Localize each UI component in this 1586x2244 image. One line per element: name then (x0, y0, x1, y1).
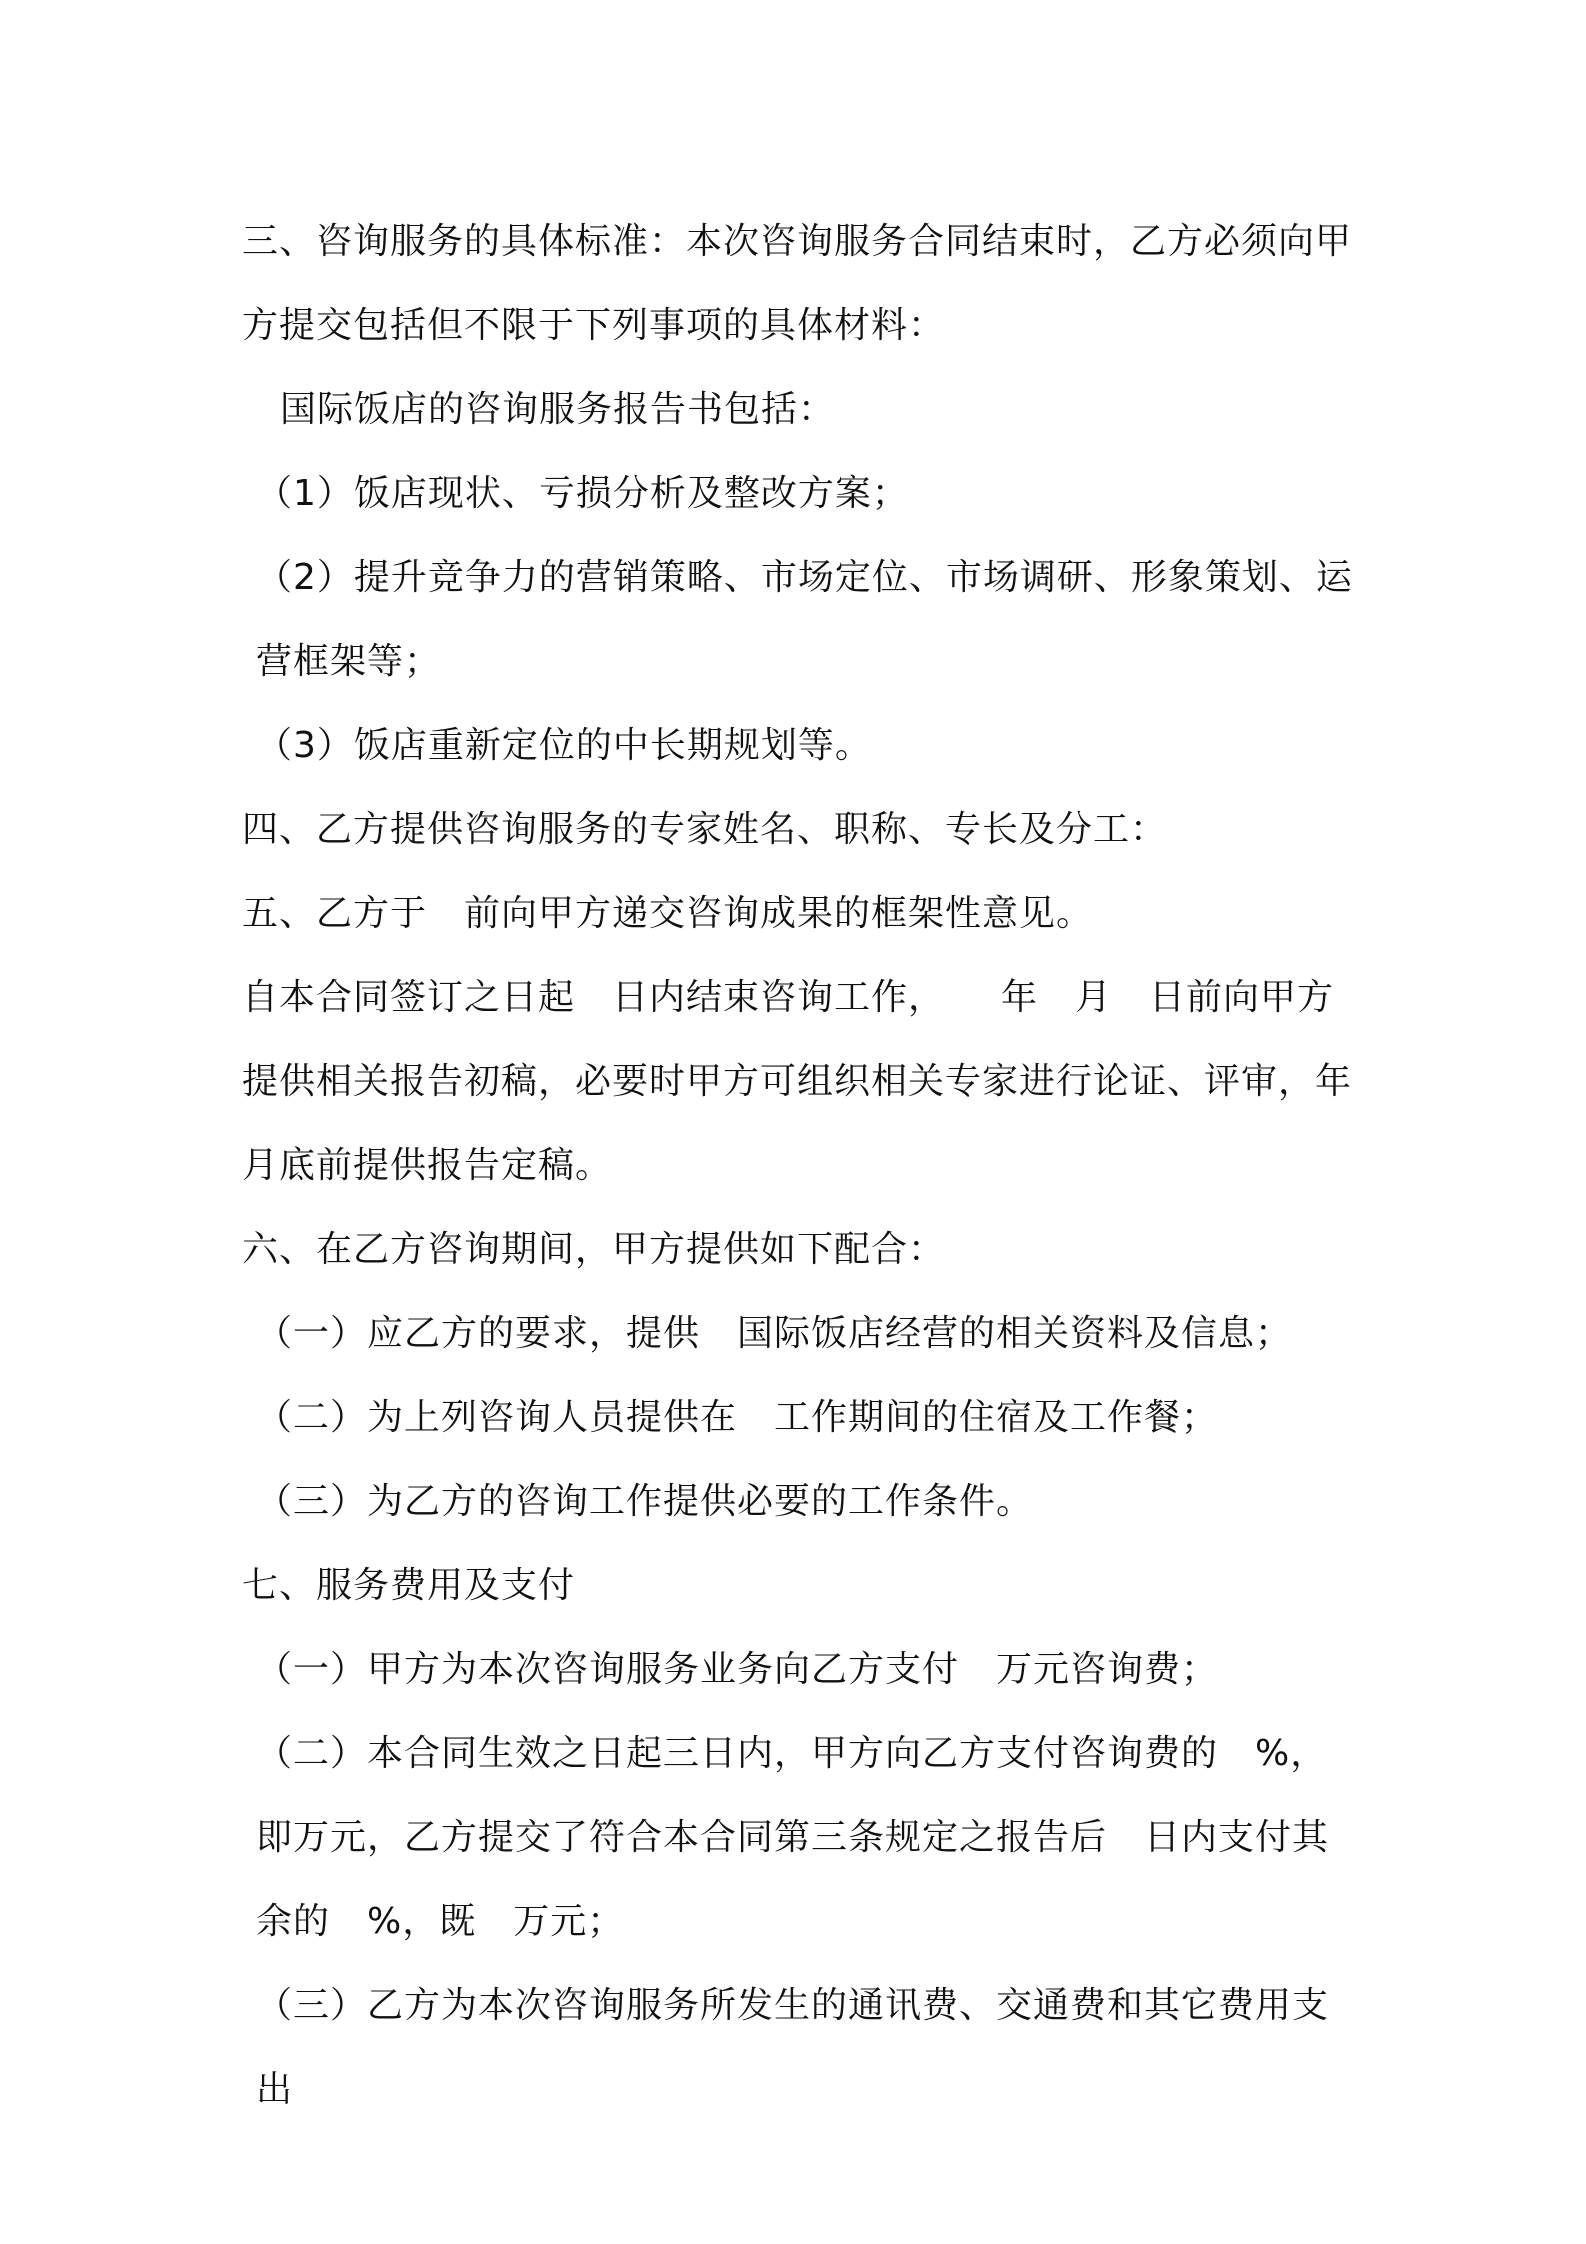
cooperation-item-3: （三）为乙方的咨询工作提供必要的工作条件。 (256, 1481, 1034, 1522)
cooperation-item-1: （一）应乙方的要求，提供 国际饭店经营的相关资料及信息； (256, 1313, 1293, 1354)
clause-5-paragraph: 五、乙方于 前向甲方递交咨询成果的框架性意见。 (242, 893, 1094, 934)
report-item-2: （2）提升竞争力的营销策略、市场定位、市场调研、形象策划、运营框架等； (256, 557, 1353, 682)
document-body (242, 200, 1390, 2132)
schedule-paragraph: 自本合同签订之日起 日内结束咨询工作， 年 月 日前向甲方提供相关报告初稿，必要时甲方可组织相关专家进行论证、评审，年 月底前提供报告定稿。 (242, 977, 1390, 1186)
report-item-1: （1）饭店现状、亏损分析及整改方案； (256, 473, 909, 514)
cooperation-item-2: （二）为上列咨询人员提供在 工作期间的住宿及工作餐； (256, 1397, 1219, 1438)
clause-3-paragraph: 三、咨询服务的具体标准：本次咨询服务合同结束时，乙方必须向甲方提交包括但不限于下列事项的具体材料： (242, 221, 1353, 346)
clause-4-paragraph: 四、乙方提供咨询服务的专家姓名、职称、专长及分工： (242, 809, 1168, 850)
payment-item-2: （二）本合同生效之日起三日内，甲方向乙方支付咨询费的 %，即万元，乙方提交了符合本合同第三条规定之报告后 日内支付其余的 %，既 万元； (256, 1733, 1330, 1942)
payment-item-1: （一）甲方为本次咨询服务业务向乙方支付 万元咨询费； (256, 1649, 1219, 1690)
clause-6-paragraph: 六、在乙方咨询期间，甲方提供如下配合： (242, 1229, 946, 1270)
payment-item-3: （三）乙方为本次咨询服务所发生的通讯费、交通费和其它费用支出 (256, 1985, 1330, 2110)
report-item-3: （3）饭店重新定位的中长期规划等。 (256, 725, 872, 766)
report-contents-paragraph: 国际饭店的咨询服务报告书包括： (280, 389, 836, 430)
clause-7-heading: 七、服务费用及支付 (242, 1565, 576, 1606)
